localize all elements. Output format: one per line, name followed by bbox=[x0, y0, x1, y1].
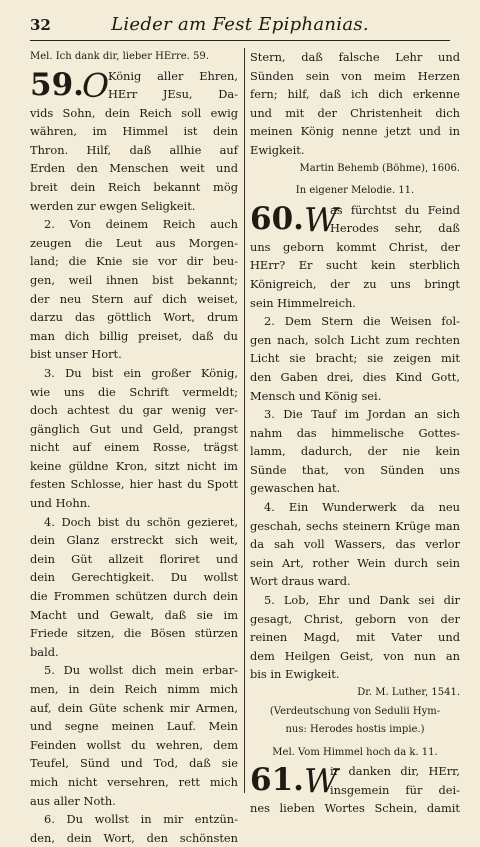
text-line: bis in Ewigkeit. bbox=[250, 667, 340, 682]
text-line: aus aller Noth. bbox=[30, 793, 116, 808]
text-line: gen nach, solch Licht zum rechten bbox=[250, 332, 460, 347]
text-line: geschah, sechs steinern Krüge man bbox=[250, 518, 460, 533]
text-line: nicht auf einem Rosse, trägst bbox=[30, 440, 238, 455]
text-line: vids Sohn, dein Reich soll ewig bbox=[30, 105, 238, 120]
text-line: Sünden sein von meim Herzen bbox=[250, 68, 460, 83]
text-line: werden zur ewgen Seligkeit. bbox=[30, 198, 196, 213]
text-line: dem Heilgen Geist, von nun an bbox=[250, 648, 460, 663]
hymn-number: 61. bbox=[250, 762, 304, 799]
text-line: darzu das göttlich Wort, drum bbox=[30, 310, 238, 325]
text-line: mich nicht versehren, rett mich bbox=[30, 774, 238, 789]
left-column bbox=[30, 48, 238, 845]
text-line: man dich billig preiset, daß du bbox=[30, 328, 238, 343]
text-line: und Hohn. bbox=[30, 496, 91, 511]
melody-line: (Verdeutschung von Sedulii Hym- bbox=[269, 705, 441, 717]
text-line: gänglich Gut und Geld, prangst bbox=[30, 421, 238, 436]
hymn-first-line: insgemein für dei- bbox=[330, 782, 460, 797]
text-line: reinen Magd, mit Vater und bbox=[250, 630, 460, 645]
hymn-first-line: HErr JEsu, Da- bbox=[108, 87, 238, 102]
text-line: Licht sie bracht; sie zeigen mit bbox=[250, 351, 460, 366]
melody-line: Mel. Ich dank dir, lieber HErre. 59. bbox=[30, 51, 209, 62]
text-line: Teufel, Sünd und Tod, daß sie bbox=[30, 756, 238, 771]
text-line: dein Glanz erstreckt sich weit, bbox=[30, 533, 238, 548]
text-line: bald. bbox=[30, 644, 59, 659]
page-number: 32 bbox=[30, 16, 51, 34]
text-line: nahm das himmelische Gottes- bbox=[250, 425, 460, 440]
text-line: sein Himmelreich. bbox=[250, 295, 356, 310]
text-line: Thron. Hilf, daß allhie auf bbox=[30, 142, 238, 157]
text-line: 4. Ein Wunderwerk da neu bbox=[264, 500, 460, 515]
drop-capital: W bbox=[304, 761, 338, 801]
text-line: Stern, daß falsche Lehr und bbox=[250, 50, 460, 64]
column-divider bbox=[244, 48, 245, 793]
text-line: auf, dein Güte schenk mir Armen, bbox=[30, 700, 238, 715]
drop-capital: O bbox=[82, 65, 110, 105]
text-line: Mensch und König sei. bbox=[250, 388, 382, 403]
text-line: doch achtest du gar wenig ver- bbox=[30, 403, 238, 418]
hymn-number: 59. bbox=[30, 66, 84, 103]
text-line: und segne meinen Lauf. Mein bbox=[30, 719, 238, 734]
text-line: gewaschen hat. bbox=[250, 481, 341, 496]
hymn-first-line: Herodes sehr, daß bbox=[330, 221, 460, 236]
text-line: dein Güt allzeit floriret und bbox=[30, 551, 238, 566]
text-line: meinen König nenne jetzt und in bbox=[250, 124, 460, 139]
text-line: 3. Die Tauf im Jordan an sich bbox=[264, 407, 460, 422]
text-line: land; die Knie sie vor dir beu- bbox=[30, 254, 238, 269]
text-line: fern; hilf, daß ich dich erkenne bbox=[250, 87, 460, 102]
text-line: den Gaben drei, dies Kind Gott, bbox=[250, 369, 460, 384]
text-line: Wort draus ward. bbox=[250, 574, 351, 589]
text-line: wie uns die Schrift vermeldt; bbox=[30, 384, 238, 399]
text-line: 4. Doch bist du schön gezieret, bbox=[44, 514, 238, 529]
right-column bbox=[250, 48, 460, 816]
text-line: Königreich, der zu uns bringt bbox=[250, 276, 460, 291]
page-header bbox=[30, 14, 450, 41]
text-line: gen, weil ihnen bist bekannt; bbox=[30, 272, 238, 287]
hymn-first-line: ir danken dir, HErr, bbox=[330, 764, 460, 779]
text-line: Ewigkeit. bbox=[250, 142, 305, 157]
text-line: den, dein Wort, den schönsten bbox=[30, 830, 238, 845]
text-line: Friede sitzen, die Bösen stürzen bbox=[30, 626, 238, 641]
text-line: nes lieben Wortes Schein, damit bbox=[250, 801, 460, 816]
drop-capital: W bbox=[304, 199, 338, 239]
running-title: Lieder am Fest Epiphanias. bbox=[111, 14, 369, 35]
text-line: währen, im Himmel ist dein bbox=[30, 124, 238, 139]
text-line: Sünde that, von Sünden uns bbox=[250, 462, 460, 477]
text-line: festen Schlosse, hier hast du Spott bbox=[30, 477, 238, 492]
text-line: uns geborn kommt Christ, der bbox=[250, 239, 460, 254]
text-line: Feinden wollst du wehren, dem bbox=[30, 737, 238, 752]
text-line: zeugen die Leut aus Morgen- bbox=[30, 235, 238, 250]
text-line: 2. Von deinem Reich auch bbox=[44, 217, 238, 232]
text-line: sein Art, rother Wein durch sein bbox=[250, 555, 460, 570]
text-line: 2. Dem Stern die Weisen fol- bbox=[264, 314, 460, 329]
text-line: der neu Stern auf dich weiset, bbox=[30, 291, 238, 306]
hymn-number: 60. bbox=[250, 200, 304, 237]
text-line: Erden den Menschen weit und bbox=[30, 161, 238, 176]
text-line: Macht und Gewalt, daß sie im bbox=[30, 607, 238, 622]
author-line: Dr. M. Luther, 1541. bbox=[357, 687, 460, 698]
text-line: keine güldne Kron, sitzt nicht im bbox=[30, 458, 238, 473]
text-line: 3. Du bist ein großer König, bbox=[44, 365, 238, 380]
hymn-first-line: König aller Ehren, bbox=[108, 68, 238, 83]
melody-line: nus: Herodes hostis impie.) bbox=[285, 724, 425, 736]
author-line: Martin Behemb (Böhme), 1606. bbox=[299, 162, 460, 174]
text-line: HErr? Er sucht kein sterblich bbox=[250, 258, 460, 273]
text-line: men, in dein Reich nimm mich bbox=[30, 682, 238, 696]
text-line: dein Gerechtigkeit. Du wollst bbox=[30, 570, 238, 585]
text-line: breit dein Reich bekannt mög bbox=[30, 179, 238, 194]
text-line: lamm, dadurch, der nie kein bbox=[250, 444, 460, 459]
text-line: 6. Du wollst in mir entzün- bbox=[44, 812, 238, 827]
text-line: da sah voll Wassers, das verlor bbox=[250, 537, 460, 552]
melody-line: In eigener Melodie. 11. bbox=[295, 185, 415, 197]
hymn-heading bbox=[30, 67, 238, 104]
hymn-heading bbox=[250, 201, 460, 238]
text-line: bist unser Hort. bbox=[30, 347, 122, 362]
text-line: die Frommen schützen durch dein bbox=[30, 589, 238, 604]
melody-line: Mel. Vom Himmel hoch da k. 11. bbox=[272, 746, 438, 758]
text-line: gesagt, Christ, geborn von der bbox=[250, 611, 460, 626]
text-line: 5. Du wollst dich mein erbar- bbox=[44, 663, 238, 678]
hymn-first-line: as fürchtst du Feind bbox=[330, 202, 460, 217]
hymn-heading bbox=[250, 762, 460, 799]
text-columns bbox=[30, 48, 460, 845]
text-line: 5. Lob, Ehr und Dank sei dir bbox=[264, 593, 460, 608]
text-line: und mit der Christenheit dich bbox=[250, 105, 460, 120]
